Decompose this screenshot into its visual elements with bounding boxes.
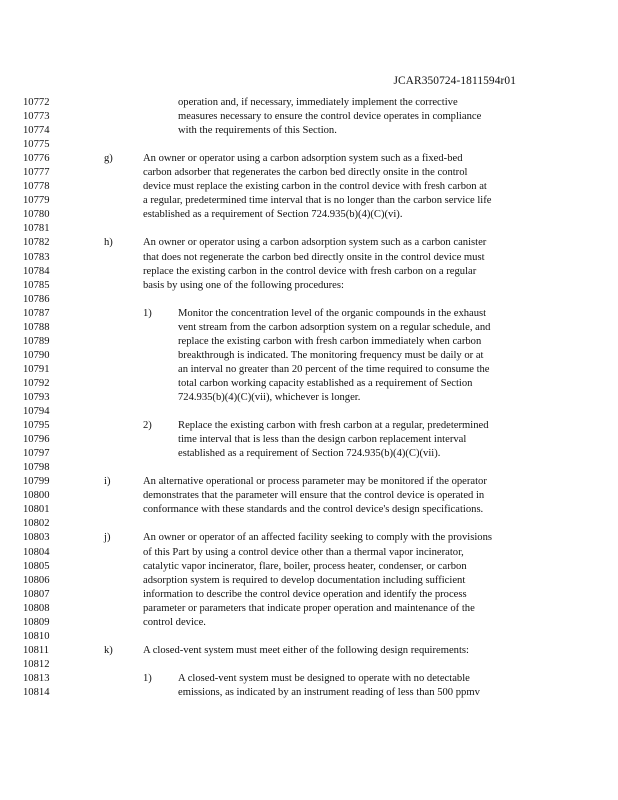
line-number: 10811 <box>23 644 50 656</box>
document-line <box>0 377 618 391</box>
subsection-label: 1) <box>143 307 152 319</box>
document-line <box>0 391 618 405</box>
line-text: catalytic vapor incinerator, flare, boiler, process heater, condenser, or carbon <box>143 560 467 572</box>
line-number: 10792 <box>23 377 50 389</box>
line-text: time interval that is less than the design carbon replacement interval <box>178 434 467 446</box>
line-text: measures necessary to ensure the control device operates in compliance <box>178 111 482 123</box>
line-text: basis by using one of the following procedures: <box>143 279 344 291</box>
document-line <box>0 236 618 250</box>
subsection-label: j) <box>104 532 111 544</box>
line-number: 10781 <box>23 223 50 235</box>
line-number: 10777 <box>23 167 50 179</box>
line-text: device must replace the existing carbon in the control device with fresh carbon at <box>143 181 487 193</box>
document-line <box>0 475 618 489</box>
document-line <box>0 293 618 307</box>
line-number: 10773 <box>23 111 50 123</box>
line-number: 10813 <box>23 672 50 684</box>
line-number: 10797 <box>23 448 50 460</box>
line-number: 10793 <box>23 391 50 403</box>
line-text: An owner or operator using a carbon adsorption system such as a carbon canister <box>143 237 487 249</box>
line-text: conformance with these standards and the control device's design specifications. <box>143 504 484 516</box>
document-line <box>0 686 618 700</box>
document-line <box>0 546 618 560</box>
line-number: 10810 <box>23 630 50 642</box>
line-number: 10783 <box>23 251 50 263</box>
line-text: an interval no greater than 20 percent of the time required to consume the <box>178 363 490 375</box>
line-text: breakthrough is indicated. The monitoring frequency must be daily or at <box>178 349 484 361</box>
document-line <box>0 672 618 686</box>
line-number: 10786 <box>23 293 50 305</box>
line-number: 10805 <box>23 560 50 572</box>
line-number: 10790 <box>23 349 50 361</box>
line-text: Replace the existing carbon with fresh carbon at a regular, predetermined <box>178 420 489 432</box>
document-line <box>0 447 618 461</box>
line-text: established as a requirement of Section 724.935(b)(4)(C)(vi). <box>143 209 403 221</box>
subsection-label: g) <box>104 153 113 165</box>
line-number: 10775 <box>23 139 50 151</box>
line-text: operation and, if necessary, immediately implement the corrective <box>178 97 458 108</box>
document-line <box>0 321 618 335</box>
line-text: of this Part by using a control device other than a thermal vapor incinerator, <box>143 546 464 558</box>
document-line <box>0 461 618 475</box>
line-text: replace the existing carbon in the control device with fresh carbon on a regular <box>143 265 477 277</box>
document-line <box>0 531 618 545</box>
line-text: demonstrates that the parameter will ensure that the control device is operated in <box>143 490 485 502</box>
line-text: with the requirements of this Section. <box>178 125 337 137</box>
document-line <box>0 630 618 644</box>
line-text: carbon adsorber that regenerates the carbon bed directly onsite in the control <box>143 167 468 179</box>
document-body <box>0 96 618 700</box>
line-number: 10804 <box>23 546 50 558</box>
line-number: 10802 <box>23 518 50 530</box>
line-text: A closed-vent system must be designed to operate with no detectable <box>178 672 470 684</box>
line-text: established as a requirement of Section 724.935(b)(4)(C)(vii). <box>178 448 441 460</box>
line-number: 10789 <box>23 335 50 347</box>
line-text: An owner or operator of an affected facility seeking to comply with the provisions <box>143 532 493 544</box>
subsection-label: i) <box>104 476 111 488</box>
document-line <box>0 517 618 531</box>
line-number: 10808 <box>23 602 50 614</box>
line-text: adsorption system is required to develop documentation including sufficient <box>143 574 466 586</box>
line-number: 10778 <box>23 181 50 193</box>
line-number: 10801 <box>23 504 50 516</box>
document-line <box>0 405 618 419</box>
document-line <box>0 307 618 321</box>
line-number: 10785 <box>23 279 50 291</box>
line-text: total carbon working capacity established as a requirement of Section <box>178 377 473 389</box>
document-line <box>0 658 618 672</box>
line-text: that does not regenerate the carbon bed directly onsite in the control device must <box>143 251 485 263</box>
line-number: 10799 <box>23 476 50 488</box>
subsection-label: h) <box>104 237 113 249</box>
document-line <box>0 335 618 349</box>
document-id-header: JCAR350724-1811594r01 <box>393 75 516 87</box>
line-number: 10803 <box>23 532 50 544</box>
line-number: 10812 <box>23 658 50 670</box>
line-text: 724.935(b)(4)(C)(vii), whichever is longer. <box>178 391 361 403</box>
line-number: 10774 <box>23 125 50 137</box>
line-number: 10800 <box>23 490 50 502</box>
document-line <box>0 138 618 152</box>
document-line <box>0 574 618 588</box>
line-number: 10782 <box>23 237 50 249</box>
line-text: An alternative operational or process parameter may be monitored if the operator <box>143 476 487 488</box>
line-number: 10787 <box>23 307 50 319</box>
document-line <box>0 602 618 616</box>
line-number: 10795 <box>23 420 50 432</box>
document-line <box>0 265 618 279</box>
document-line <box>0 180 618 194</box>
line-number: 10798 <box>23 462 50 474</box>
document-line <box>0 616 618 630</box>
line-number: 10780 <box>23 209 50 221</box>
line-text: replace the existing carbon with fresh carbon immediately when carbon <box>178 335 482 347</box>
line-text: vent stream from the carbon adsorption system on a regular schedule, and <box>178 321 491 333</box>
subsection-label: 2) <box>143 420 152 432</box>
document-line <box>0 194 618 208</box>
document-line <box>0 433 618 447</box>
document-line <box>0 251 618 265</box>
line-number: 10809 <box>23 616 50 628</box>
line-text: a regular, predetermined time interval that is no longer than the carbon service life <box>143 195 492 207</box>
document-line <box>0 279 618 293</box>
line-number: 10784 <box>23 265 50 277</box>
document-line <box>0 489 618 503</box>
document-line <box>0 503 618 517</box>
document-line <box>0 349 618 363</box>
line-text: Monitor the concentration level of the organic compounds in the exhaust <box>178 307 487 319</box>
line-text: information to describe the control device operation and identify the process <box>143 588 467 600</box>
line-text: A closed-vent system must meet either of the following design requirements: <box>143 644 469 656</box>
line-number: 10772 <box>23 97 50 108</box>
line-text: parameter or parameters that indicate proper operation and maintenance of the <box>143 602 475 614</box>
document-line <box>0 110 618 124</box>
line-text: control device. <box>143 616 206 628</box>
document-line <box>0 152 618 166</box>
document-line <box>0 419 618 433</box>
line-number: 10814 <box>23 686 50 698</box>
line-text: An owner or operator using a carbon adsorption system such as a fixed-bed <box>143 153 463 165</box>
document-line <box>0 208 618 222</box>
line-text: emissions, as indicated by an instrument reading of less than 500 ppmv <box>178 686 480 698</box>
line-number: 10791 <box>23 363 50 375</box>
document-line <box>0 96 618 110</box>
document-line <box>0 166 618 180</box>
subsection-label: k) <box>104 644 113 656</box>
document-line <box>0 588 618 602</box>
line-number: 10794 <box>23 406 50 418</box>
document-line <box>0 363 618 377</box>
line-number: 10788 <box>23 321 50 333</box>
line-number: 10796 <box>23 434 50 446</box>
line-number: 10776 <box>23 153 50 165</box>
subsection-label: 1) <box>143 672 152 684</box>
document-line <box>0 560 618 574</box>
line-number: 10806 <box>23 574 50 586</box>
document-line <box>0 644 618 658</box>
line-number: 10779 <box>23 195 50 207</box>
document-line <box>0 222 618 236</box>
document-line <box>0 124 618 138</box>
line-number: 10807 <box>23 588 50 600</box>
